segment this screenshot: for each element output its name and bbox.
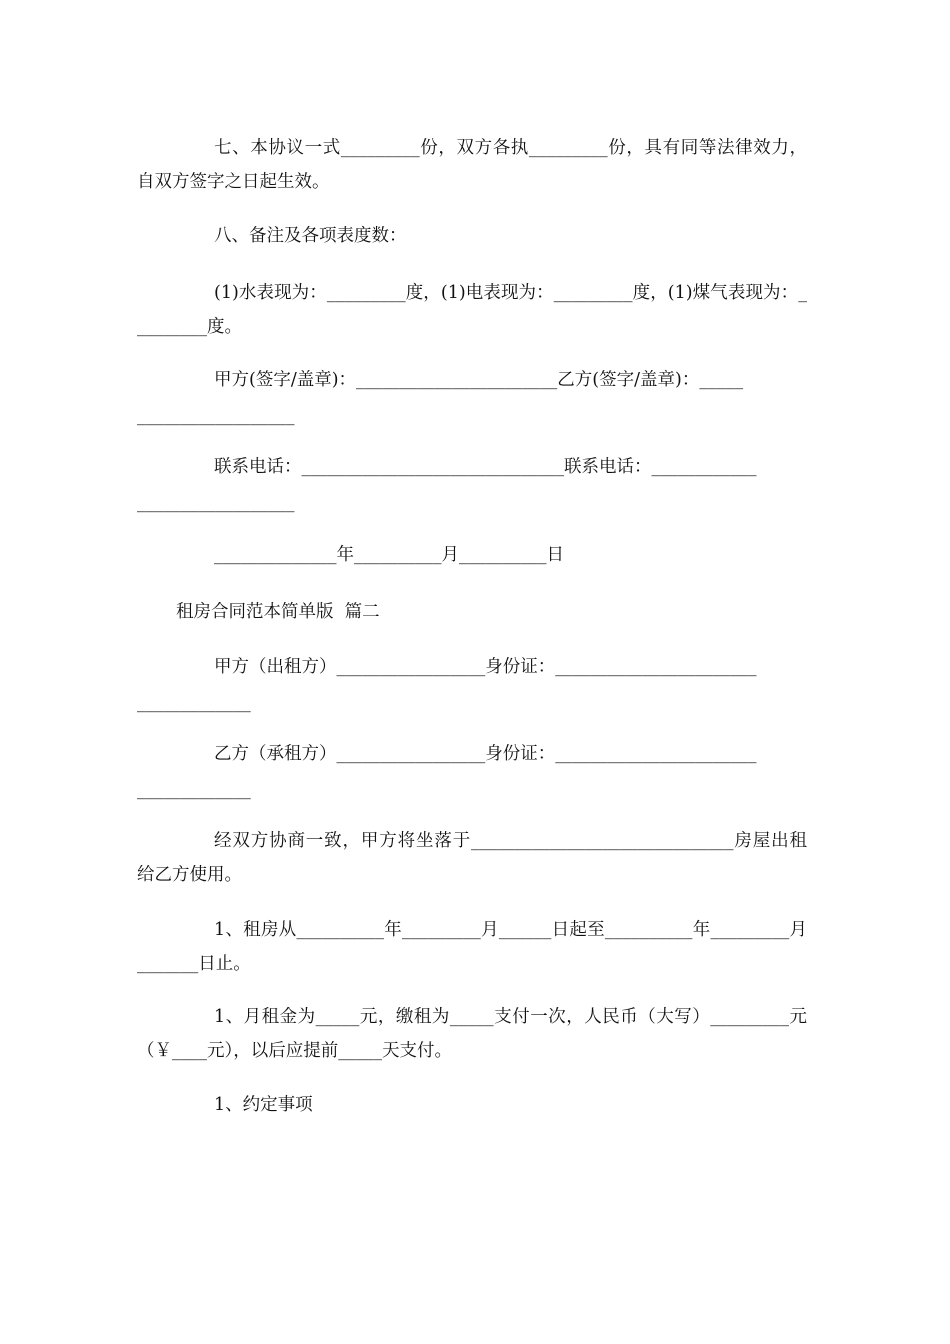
agreed-matters: 1、约定事项 bbox=[214, 1095, 313, 1115]
date-line: ______________年__________月__________日 bbox=[214, 545, 564, 565]
phone-line-continuation: __________________ bbox=[137, 493, 295, 513]
party-a-line: 甲方（出租方）_________________身份证：_______________________ bbox=[214, 657, 757, 677]
party-b-line: 乙方（承租方）_________________身份证：_______________________ bbox=[214, 744, 757, 764]
clause-7: 七、本协议一式_________份，双方各执_________份，具有同等法律效力，自双方签字之日起生效。 bbox=[137, 138, 807, 192]
party-b-line-continuation: _____________ bbox=[137, 780, 251, 800]
signature-line: 甲方(签字/盖章)：_______________________乙方(签字/盖章)：_____ bbox=[214, 370, 744, 390]
phone-line: 联系电话：______________________________联系电话：____________ bbox=[214, 457, 757, 477]
clause-8-title: 八、备注及各项表度数： bbox=[214, 226, 407, 246]
meter-readings: (1)水表现为：_________度，(1)电表现为：_________度，(1)煤气表现为：_________度。 bbox=[137, 283, 807, 337]
rental-term: 1、租房从__________年_________月______日起至__________年_________月_______日止。 bbox=[137, 920, 807, 974]
party-a-line-continuation: _____________ bbox=[137, 693, 251, 713]
rent-payment: 1、月租金为_____元，缴租为_____支付一次，人民币（大写）_________元（￥____元），以后应提前_____天支付。 bbox=[137, 1007, 807, 1061]
agreement-clause: 经双方协商一致，甲方将坐落于______________________________房屋出租给乙方使用。 bbox=[137, 831, 807, 885]
signature-line-continuation: __________________ bbox=[137, 406, 295, 426]
section-heading: 租房合同范本简单版 篇二 bbox=[176, 602, 380, 622]
